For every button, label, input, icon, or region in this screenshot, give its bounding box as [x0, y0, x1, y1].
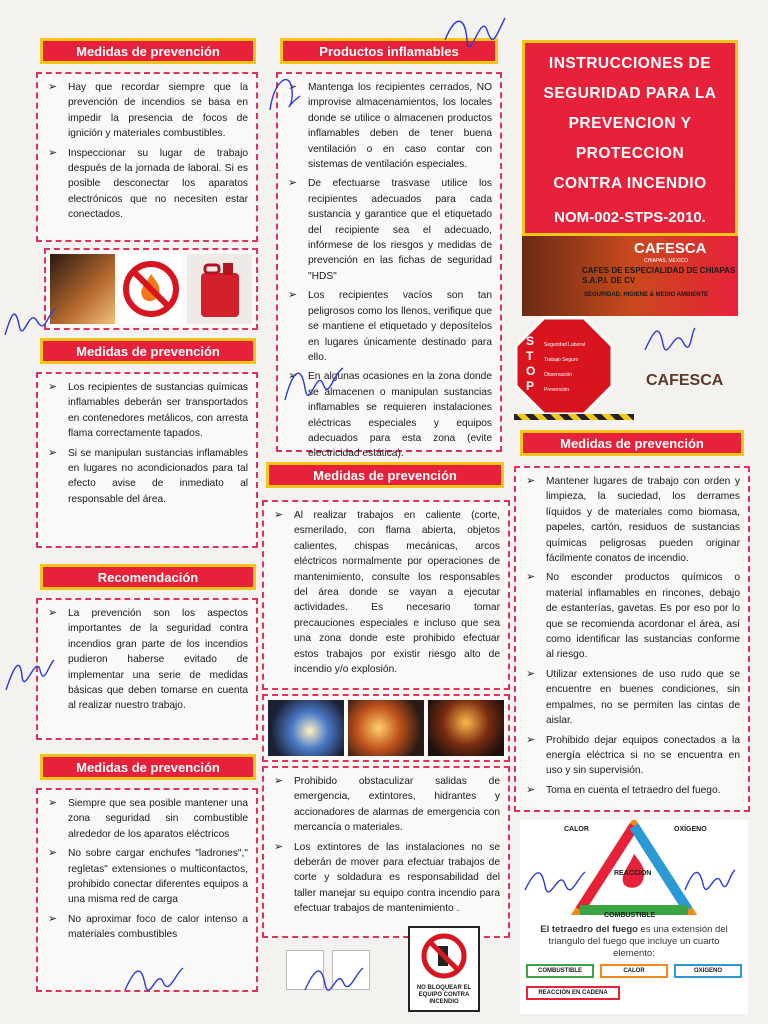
list-item: ➢ La prevención son los aspectos importantes de la seguridad contra incendios gran parte de los incendios pudieron haberse evitado de implementar una serie de medidas básicas que deben tomarse en cuenta al realizar nuestro trabajo.	[48, 606, 248, 714]
signature-mark	[680, 860, 740, 900]
list-item: ➢ Toma en cuenta el tetraedro del fuego.	[526, 783, 740, 798]
signature-mark	[440, 10, 510, 50]
stop-letter: T	[526, 349, 534, 363]
list-item: ➢ Si se manipulan sustancias inflamables en lugares no acondicionados para tal efecto avise de inmediato al responsable del área.	[48, 446, 248, 508]
title-panel	[522, 40, 738, 236]
cafesca-brand-2: CAFESCA	[646, 372, 724, 389]
list-item: ➢ Hay que recordar siempre que la prevención de incendios se basa en impedir la presencia de focos de ignición y materiales combustibles.	[48, 80, 248, 142]
signature-mark	[520, 860, 590, 900]
list-item: ➢ Prohibido dejar equipos conectados a la energía eléctrica si no se encuentra en uso y sin supervisión.	[526, 733, 740, 779]
tetra-caption-bold: El tetraedro del fuego	[540, 924, 638, 935]
cafesca-company: CAFES DE ESPECIALIDAD DE CHIAPAS S.A.P.I. DE CV	[582, 266, 736, 285]
list-item: ➢ De efectuarse trasvase utilice los recipientes adecuados para cada sustancia y garantice que el etiquetado del recipiente sea el adecuado, infórmese de los riesgos y medidas de prevención en las fichas de seguridad "HDS"	[288, 176, 492, 284]
stop-letter: P	[526, 379, 535, 393]
signature-mark	[0, 300, 60, 340]
list-item: ➢ No esconder productos químicos o material inflamables en rincones, debajo de estanterías, gavetas. Es por eso por lo que se recomienda acordonar el área, así como identificar las sustancias conforme al riesgo.	[526, 570, 740, 662]
list-item: ➢ En algunas ocasiones en la zona donde se almacenen o manipulan sustancias inflamables se requieren instalaciones eléctricas especiales y equipos adecuados para esta zona (evite electricidad estática).	[288, 369, 492, 461]
norm-title: NOM-002-STPS-2010.	[554, 209, 706, 226]
title-line: INSTRUCCIONES DE	[548, 55, 712, 72]
tag-calor: CALOR	[600, 964, 668, 978]
col2-sec1-header: Productos inflamables	[280, 38, 498, 64]
tetra-calor: CALOR	[564, 826, 589, 833]
signature-mark	[260, 60, 310, 120]
tetra-caption	[528, 924, 740, 960]
col1-sec2-header: Medidas de prevención	[40, 338, 256, 364]
title-line: PROTECCION	[575, 145, 685, 162]
list-item: ➢ Utilizar extensiones de uso rudo que se encuentre en buenes condiciones, sin empalmes, no se permiten las cintas de aislar.	[526, 667, 740, 729]
tag-combustible: COMBUSTIBLE	[526, 964, 594, 978]
no-fire-sign-icon	[119, 254, 184, 324]
stop-letter: S	[526, 334, 535, 348]
list-item: ➢ Mantenga los recipientes cerrados, NO improvise almacenamientos, los locales donde se utilice o almacenen productos inflamables deben de tener buena ventilación o en caso contar con sistemas de ventilación especiales.	[288, 80, 492, 172]
tag-oxigeno: OXIGENO	[674, 964, 742, 978]
signature-mark	[640, 320, 700, 360]
col1-sec2-box	[36, 372, 258, 548]
col1-sec1-box	[36, 72, 258, 242]
col3-sec1-header: Medidas de prevención	[520, 430, 744, 456]
list-item: ➢ Prohibido obstaculizar salidas de emergencia, extintores, hidrantes y accionadores de alarmas de emergencia con mercancía o materiales.	[274, 774, 500, 836]
col3-sec1-box	[514, 466, 750, 812]
fuel-can-image	[187, 254, 252, 324]
col1-sec4-header: Medidas de prevención	[40, 754, 256, 780]
list-item: ➢ Los recipientes de sustancias químicas inflamables deberán ser transportados en contenedores metálicos, con arresta flama correctamente tapados.	[48, 380, 248, 442]
col2-sec2-header: Medidas de prevención	[266, 462, 504, 488]
list-item: ➢ No aproximar foco de calor intenso a materiales combustibles	[48, 912, 248, 943]
stop-letter: O	[526, 364, 536, 378]
list-item: ➢ Los recipientes vacíos son tan peligrosos como los llenos, verifique que se mantiene el etiquetado y deposítelos en lugares únicamente destinado para ello.	[288, 288, 492, 365]
cafesca-logo-banner	[522, 236, 738, 316]
fire-tetrahedron	[520, 820, 748, 1014]
no-block-extinguisher-sign	[408, 926, 480, 1012]
title-line: SEGURIDAD PARA LA	[543, 85, 717, 102]
stop-line: Observación	[544, 372, 573, 378]
stop-line: Trabajo Seguro	[544, 357, 579, 363]
tetra-caption-text: es una extensión del triangulo del fuego que incluye un cuarto elemento:	[548, 924, 728, 959]
no-block-sign-text: NO BLOQUEAR EL EQUIPO CONTRA INCENDIO	[416, 985, 472, 1005]
tetra-oxigeno: OXÍGENO	[674, 826, 707, 833]
title-line: PREVENCION Y	[568, 115, 692, 132]
cafesca-dept: SEGURIDAD, HIGIENE & MEDIO AMBIENTE	[584, 292, 709, 298]
col1-sec3-header: Recomendación	[40, 564, 256, 590]
grinding-image	[348, 700, 424, 756]
cafesca-place: CHIAPAS, MEXICO	[644, 258, 689, 264]
signature-mark	[280, 360, 350, 410]
welding-image	[268, 700, 344, 756]
col1-image-strip	[44, 248, 258, 330]
tetra-combustible: COMBUSTIBLE	[604, 912, 656, 919]
tetra-reaccion: REACCIÓN	[614, 870, 652, 877]
list-item: ➢ Inspeccionar su lugar de trabajo después de la jornada de laboral. Si es posible desconectar los aparatos electrónicos que no necesiten estar conectados.	[48, 146, 248, 223]
list-item: ➢ Al realizar trabajos en caliente (corte, esmerilado, con flama abierta, objetos calientes, chispas mecánicas, arcos eléctricos normalmente por operaciones de mantenimiento, consulte los responsables del área donde se vayan a ejecutar actividades. Es necesario tomar precauciones especiales e incluso que sea una zona donde este prohibido efectuar estos trabajos por existir riesgo alto de incendio y/o explosión.	[274, 508, 500, 677]
col2-sec3-box	[262, 766, 510, 938]
stop-line: Seguridad Laboral	[544, 342, 585, 348]
col1-sec1-header: Medidas de prevención	[40, 38, 256, 64]
list-item: ➢ Los extintores de las instalaciones no se deberán de mover para efectuar trabajos de corte y soldadura es responsabilidad del taller manejar su equipo contra incendio para efectuar trabajos de mantenimiento .	[274, 840, 500, 917]
hazard-stripe	[514, 414, 634, 420]
cafesca-brand: CAFESCA	[634, 240, 707, 257]
stop-line: Prevención	[544, 387, 570, 393]
col2-welding-strip	[262, 694, 510, 762]
list-item: ➢ Siempre que sea posible mantener una zona seguridad sin combustible alrededor de los aparatos eléctricos	[48, 796, 248, 842]
tag-reaccion: REACCIÓN EN CADENA	[526, 986, 620, 1000]
signature-mark	[0, 650, 60, 700]
no-block-icon	[420, 932, 468, 980]
signature-mark	[300, 960, 370, 1000]
col2-sec2-box	[262, 500, 510, 690]
title-line: CONTRA INCENDIO	[553, 175, 707, 192]
sparks-image	[428, 700, 504, 756]
signature-mark	[120, 960, 190, 1000]
list-item: ➢ Mantener lugares de trabajo con orden y limpieza, la suciedad, los derrames líquidos y de materiales como biomasa, papeles, cartón, residuos de sustancias químicas peligrosas pueden originar fácilmente conatos de incendio.	[526, 474, 740, 566]
col1-sec3-box	[36, 598, 258, 740]
stop-sign	[514, 316, 614, 416]
list-item: ➢ No sobre cargar enchufes "ladrones"," regletas" extensiones o multicontactos, prohibido conectar diferentes equipos a una misma red de carga	[48, 846, 248, 908]
